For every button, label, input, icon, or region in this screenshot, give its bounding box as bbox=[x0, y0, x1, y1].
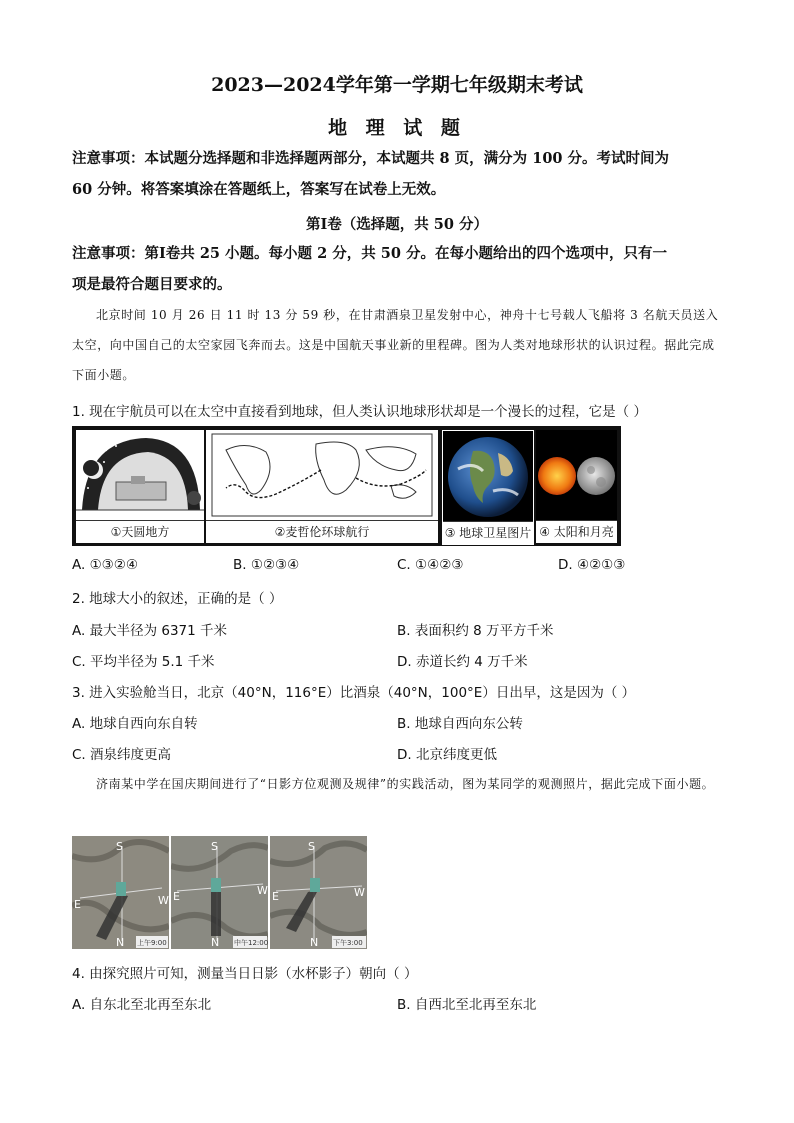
photo-label-2: 中午12:00 bbox=[234, 939, 268, 947]
dir-e-3: E bbox=[272, 890, 279, 903]
q2-option-a[interactable]: A. 最大半径为 6371 千米 bbox=[72, 623, 228, 639]
photo-label-1: 上午9:00 bbox=[137, 939, 167, 947]
dir-n-2: N bbox=[211, 936, 220, 949]
section-note-line-2: 项是最符合题目要求的。 bbox=[72, 276, 232, 293]
q3-option-b[interactable]: B. 地球自西向东公转 bbox=[397, 716, 523, 732]
q1-option-a[interactable]: A. ①③②④ bbox=[72, 557, 138, 573]
notice-line-1: 注意事项：本试题分选择题和非选择题两部分，本试题共 8 页，满分为 100 分。考试时间为 bbox=[72, 150, 670, 167]
dir-n-3: N bbox=[310, 936, 319, 949]
q4-option-b[interactable]: B. 自西北至北再至东北 bbox=[397, 997, 537, 1013]
panel-earth-satellite bbox=[442, 430, 534, 545]
caption-2: ②麦哲伦环球航行 bbox=[206, 520, 438, 543]
earth-shape-figure bbox=[72, 426, 621, 546]
photo-afternoon bbox=[270, 836, 367, 949]
panel-magellan-map bbox=[206, 430, 438, 543]
section-note-line-1: 注意事项：第Ⅰ卷共 25 小题。每小题 2 分，共 50 分。在每小题给出的四个选项中，只有一 bbox=[72, 245, 668, 262]
q2-option-b[interactable]: B. 表面积约 8 万平方千米 bbox=[397, 623, 554, 639]
section-note bbox=[72, 238, 722, 300]
q3-option-a[interactable]: A. 地球自西向东自转 bbox=[72, 716, 198, 732]
dir-s-1: S bbox=[116, 840, 123, 853]
panel-sky-dome bbox=[76, 430, 204, 543]
photo-morning bbox=[72, 836, 169, 949]
dir-n-1: N bbox=[116, 936, 125, 949]
panel-sun-moon bbox=[536, 430, 617, 543]
question-2-stem: 2. 地球大小的叙述，正确的是（ ） bbox=[72, 591, 283, 607]
q1-option-d[interactable]: D. ④②①③ bbox=[558, 557, 626, 573]
q1-option-c[interactable]: C. ①④②③ bbox=[397, 557, 464, 573]
passage-2: 济南某中学在国庆期间进行了“日影方位观测及规律”的实践活动，图为某同学的观测照片，据此完成下面小题。 bbox=[96, 777, 715, 791]
photo-noon bbox=[171, 836, 268, 949]
q3-option-c[interactable]: C. 酒泉纬度更高 bbox=[72, 747, 172, 763]
q3-option-d[interactable]: D. 北京纬度更低 bbox=[397, 747, 497, 763]
question-1-stem: 1. 现在宇航员可以在太空中直接看到地球，但人类认识地球形状却是一个漫长的过程，它是（ ） bbox=[72, 404, 647, 420]
q1-option-b[interactable]: B. ①②③④ bbox=[233, 557, 300, 573]
exam-title: 2023—2024学年第一学期七年级期末考试 bbox=[211, 74, 583, 96]
question-3-stem: 3. 进入实验舱当日，北京（40°N，116°E）比酒泉（40°N，100°E）日出早，这是因为（ ） bbox=[72, 685, 636, 701]
caption-3: ③ 地球卫星图片 bbox=[443, 521, 533, 544]
exam-subtitle: 地 理 试 题 bbox=[328, 117, 466, 139]
dir-e-1: E bbox=[74, 898, 81, 911]
dir-w-1: W bbox=[158, 894, 169, 907]
dir-w-3: W bbox=[354, 886, 365, 899]
dir-s-3: S bbox=[308, 840, 315, 853]
passage-1: 北京时间 10 月 26 日 11 时 13 分 59 秒，在甘肃酒泉卫星发射中心，神舟十七号载人飞船将 3 名航天员送入太空，向中国自己的太空家园飞奔而去。这是中国航天事业新的里程碑。图为人类对地球形状的认识过程。据此完成下面小题。 bbox=[72, 308, 719, 382]
question-4-stem: 4. 由探究照片可知，测量当日日影（水杯影子）朝向（ ） bbox=[72, 966, 418, 982]
dir-s-2: S bbox=[211, 840, 218, 853]
caption-4: ④ 太阳和月亮 bbox=[536, 520, 617, 543]
q4-option-a[interactable]: A. 自东北至北再至东北 bbox=[72, 997, 212, 1013]
caption-1: ①天圆地方 bbox=[76, 520, 204, 543]
notice-line-2: 60 分钟。将答案填涂在答题纸上，答案写在试卷上无效。 bbox=[72, 181, 446, 198]
photo-label-3: 下午3:00 bbox=[333, 939, 363, 947]
dir-w-2: W bbox=[257, 884, 268, 897]
section-title: 第Ⅰ卷（选择题，共 50 分） bbox=[305, 216, 489, 233]
q2-option-d[interactable]: D. 赤道长约 4 万千米 bbox=[397, 654, 528, 670]
q2-option-c[interactable]: C. 平均半径为 5.1 千米 bbox=[72, 654, 215, 670]
notice bbox=[72, 143, 722, 205]
shadow-photos-figure bbox=[72, 836, 368, 949]
dir-e-2: E bbox=[173, 890, 180, 903]
